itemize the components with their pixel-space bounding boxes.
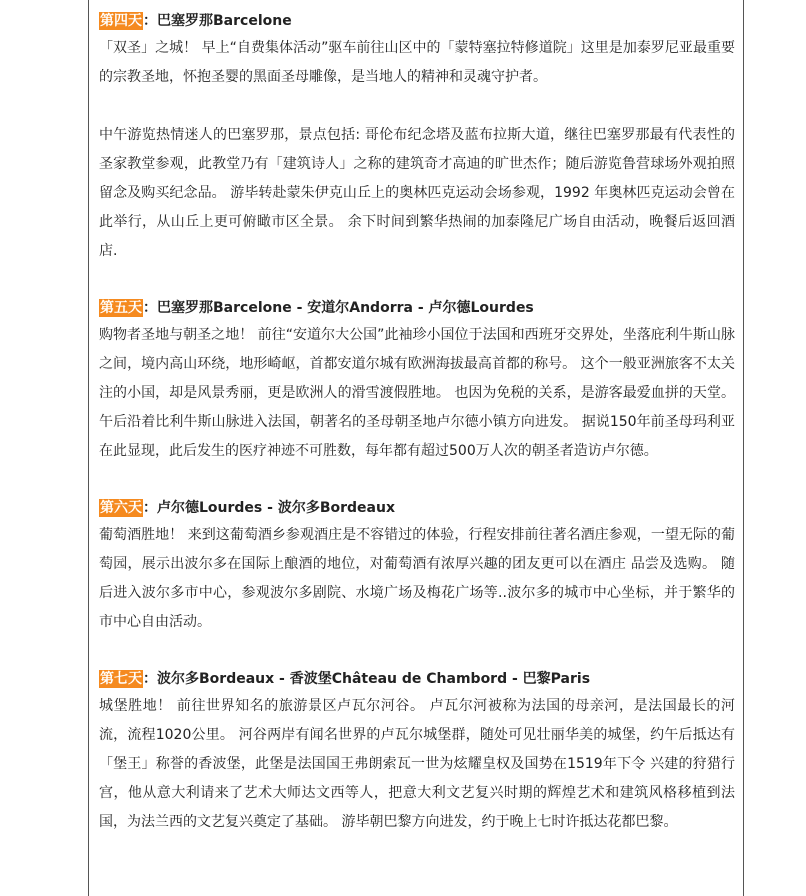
document-page [88, 0, 744, 896]
day-section-4 [99, 8, 735, 266]
day-title: ：卢尔德Lourdes - 波尔多Bordeaux [143, 500, 395, 516]
section-gap [99, 266, 735, 295]
section-gap [99, 466, 735, 495]
day-heading [99, 295, 735, 321]
section-gap [99, 637, 735, 666]
day-label-badge: 第四天 [100, 13, 142, 29]
day-title: ：波尔多Bordeaux - 香波堡Château de Chambord - 巴黎Paris [143, 671, 591, 687]
day-heading [99, 495, 735, 521]
day-label-badge: 第六天 [100, 500, 142, 516]
day-section-5 [99, 295, 735, 466]
itinerary-content [99, 8, 735, 837]
day-paragraph: 葡萄酒胜地！ 来到这葡萄酒乡参观酒庄是不容错过的体验，行程安排前往著名酒庄参观，一望无际的葡萄园，展示出波尔多在国际上酿酒的地位，对葡萄酒有浓厚兴趣的团友更可以在酒庄 品尝及选购。 随后进入波尔多市中心，参观波尔多剧院、水境广场及梅花广场等..波尔多的城市中心坐标，并于繁华的市中心自由活动。 [99, 527, 735, 630]
day-heading [99, 8, 735, 34]
day-paragraph: 城堡胜地！ 前往世界知名的旅游景区卢瓦尔河谷。 卢瓦尔河被称为法国的母亲河，是法国最长的河流，流程1020公里。 河谷两岸有闻名世界的卢瓦尔城堡群，随处可见壮丽华美的城堡，约午后抵达有「堡王」称誉的香波堡，此堡是法国国王弗朗索瓦一世为炫耀皇权及国势在1519年下令 兴建的狩猎行宫，他从意大利请来了艺术大师达文西等人，把意大利文艺复兴时期的辉煌艺术和建筑风格移植到法国，为法兰西的文艺复兴奠定了基础。 游毕朝巴黎方向进发，约于晚上七时许抵达花都巴黎。 [99, 698, 735, 830]
day-section-6 [99, 495, 735, 637]
day-paragraph: 「双圣」之城！ 早上“自费集体活动”驱车前往山区中的「蒙特塞拉特修道院」这里是加泰罗尼亚最重要的宗教圣地，怀抱圣婴的黑面圣母雕像，是当地人的精神和灵魂守护者。 [99, 40, 735, 85]
day-label-badge: 第五天 [100, 300, 142, 316]
day-label-badge: 第七天 [100, 671, 142, 687]
day-heading [99, 666, 735, 692]
day-paragraph: 中午游览热情迷人的巴塞罗那，景点包括: 哥伦布纪念塔及蓝布拉斯大道，继往巴塞罗那最有代表性的圣家教堂参观，此教堂乃有「建筑诗人」之称的建筑奇才高迪的旷世杰作；随后游览鲁营球场外观拍照留念及购买纪念品。 游毕转赴蒙朱伊克山丘上的奥林匹克运动会场参观，1992 年奥林匹克运动会曾在此举行，从山丘上更可俯瞰市区全景。 余下时间到繁华热闹的加泰隆尼广场自由活动，晚餐后返回酒店. [99, 127, 735, 259]
day-title: ：巴塞罗那Barcelone [143, 13, 292, 29]
paragraph-gap [99, 92, 735, 121]
day-title: ：巴塞罗那Barcelone - 安道尔Andorra - 卢尔德Lourdes [143, 300, 534, 316]
day-paragraph: 购物者圣地与朝圣之地！ 前往“安道尔大公国”此袖珍小国位于法国和西班牙交界处，坐落庇利牛斯山脉之间，境内高山环绕，地形崎岖，首都安道尔城有欧洲海拔最高首都的称号。 这个一般亚洲旅客不太关注的小国，却是风景秀丽，更是欧洲人的滑雪渡假胜地。 也因为免税的关系，是游客最爱血拼的天堂。 午后沿着比利牛斯山脉进入法国，朝著名的圣母朝圣地卢尔德小镇方向进发。 据说150年前圣母玛利亚在此显现，此后发生的医疗神迹不可胜数，每年都有超过500万人次的朝圣者造访卢尔德。 [99, 327, 735, 459]
day-section-7 [99, 666, 735, 837]
